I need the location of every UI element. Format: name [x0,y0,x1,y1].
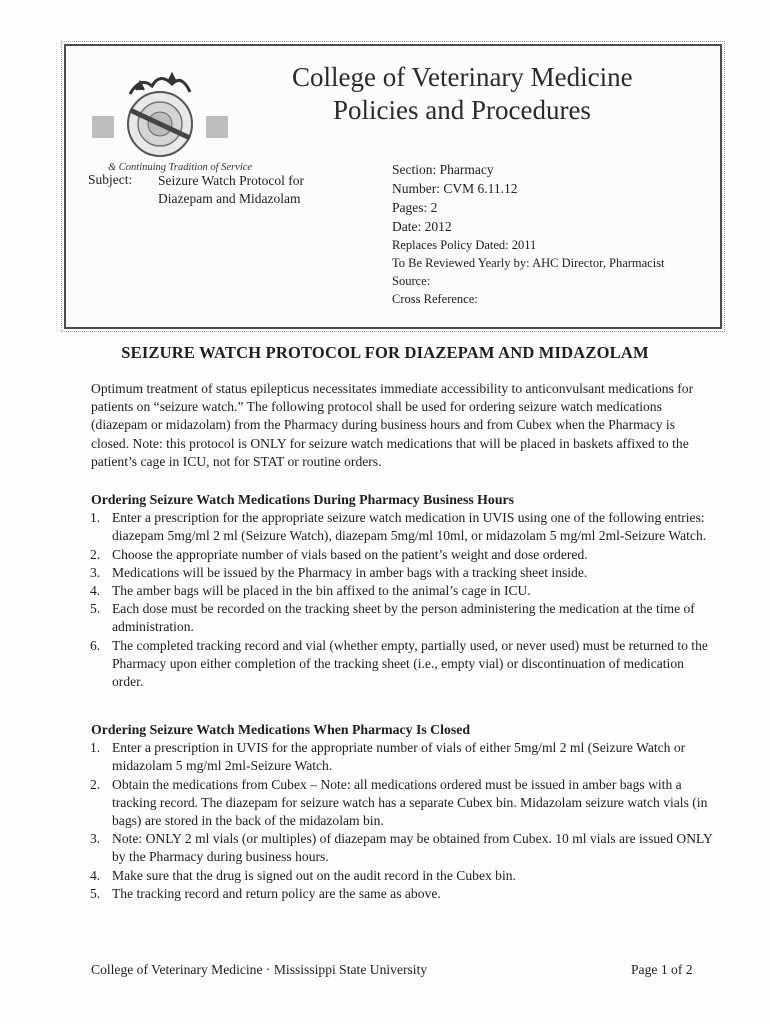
list-item: 3. Medications will be issued by the Pharmacy in amber bags with a tracking sheet inside. [90,564,588,580]
list-item: 3. Note: ONLY 2 ml vials (or multiples) of diazepam may be obtained from Cubex. 10 ml vials are issued ONLY by the Pharmacy during business hours. [90,831,713,865]
heritage-seal-icon [90,66,230,158]
list-item: 1. Enter a prescription in UVIS for the appropriate number of vials of either 5mg/ml 2 ml (Seizure Watch or midazolam 5 mg/ml 2ml-Seizure Watch. [90,740,686,774]
meta-block [392,160,665,308]
list-item: 4. The amber bags will be placed in the bin affixed to the animal’s cage in ICU. [90,583,531,599]
meta-section: Section: Pharmacy [392,162,494,177]
list-item: 2. Obtain the medications from Cubex – Note: all medications ordered must be issued in amber bags with a tracking record. The diazepam for seizure watch has a separate Cubex bin. Midazolam seizure watch vials (in bags) are stored in the back of the midazolam bin. [90,776,708,829]
meta-replaces: Replaces Policy Dated: 2011 [392,238,537,252]
document-title: SEIZURE WATCH PROTOCOL FOR DIAZEPAM AND MIDAZOLAM [121,343,649,362]
section-pharmacy-closed [91,721,716,903]
list-item: 2. Choose the appropriate number of vials based on the patient’s weight and dose ordered. [90,546,588,562]
footer-institution: College of Veterinary Medicine · Mississippi State University [91,962,428,977]
meta-reviewed: To Be Reviewed Yearly by: AHC Director, Pharmacist [392,256,665,270]
org-title: College of Veterinary Medicine [292,62,633,92]
heritage-logo [90,66,253,176]
list-item: 5. Each dose must be recorded on the tracking sheet by the person administering the medication at the time of administration. [90,601,695,635]
footer-page-number: Page 1 of 2 [631,962,693,977]
list-item: 6. The completed tracking record and vial (whether empty, partially used, or never used) must be returned to the Pharmacy upon either completion of the tracking sheet (i.e., empty vial) or discontinuation of medication order. [90,637,708,690]
list-item: 4. Make sure that the drug is signed out on the audit record in the Cubex bin. [90,867,516,883]
doc-type: Policies and Procedures [333,95,591,125]
meta-number: Number: CVM 6.11.12 [392,181,518,196]
meta-pages: Pages: 2 [392,200,438,215]
section-heading: Ordering Seizure Watch Medications When Pharmacy Is Closed [91,722,471,737]
intro-paragraph: Optimum treatment of status epilepticus necessitates immediate accessibility to anticonvulsant medications for patients on “seizure watch.” The following protocol shall be used for ordering seizure watch medications (diazepam or midazolam) from the Pharmacy during business hours and from Cubex when the Pharmacy is closed. Note: this protocol is ONLY for seizure watch medications that will be placed in baskets affixed to the patient’s cage in ICU, not for STAT or routine orders. [91,381,694,469]
section-heading: Ordering Seizure Watch Medications During Pharmacy Business Hours [91,492,514,507]
subject-label: Subject: [88,172,133,187]
subject-text: Seizure Watch Protocol for Diazepam and Midazolam [158,173,304,206]
meta-date: Date: 2012 [392,219,452,234]
list-item: 1. Enter a prescription for the appropriate seizure watch medication in UVIS using one of the following entries: diazepam 5mg/ml 2 ml (Seizure Watch), diazepam 5mg/ml 10ml, or midazolam 5 mg/ml 2ml-Seizure Watch. [90,510,707,544]
meta-source: Source: [392,274,431,288]
section-list [91,509,716,691]
header-box [64,44,722,329]
meta-cross-reference: Cross Reference: [392,292,478,306]
section-business-hours [91,491,716,691]
logo-caption: & Continuing Tradition of Service [108,162,253,173]
list-item: 5. The tracking record and return policy are the same as above. [90,885,441,901]
section-list [91,739,716,903]
